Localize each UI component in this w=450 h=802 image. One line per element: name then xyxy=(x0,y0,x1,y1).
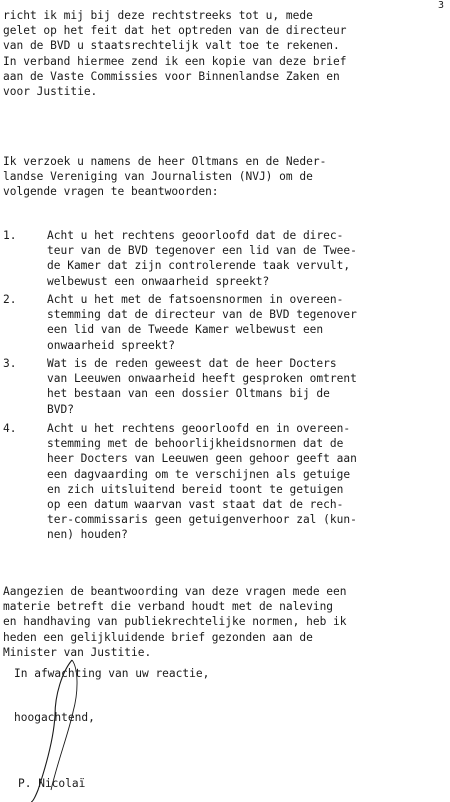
salutation: hoogachtend, xyxy=(14,711,95,724)
text-line: materie betreft die verband houdt met de naleving xyxy=(3,600,334,614)
text-line: een lid van de Tweede Kamer welbewust een xyxy=(47,323,324,337)
text-line: teur van de BVD tegenover een lid van de Twee- xyxy=(47,244,357,258)
text-line: aan de Vaste Commissies voor Binnenlandse Zaken en xyxy=(3,69,340,83)
text-line: Aangezien de beantwoording van deze vragen mede een xyxy=(3,585,347,598)
text-line: heden een gelijkluidende brief gezonden aan de xyxy=(3,630,313,644)
text-line: gelet op het feit dat het optreden van de directeur xyxy=(3,24,347,38)
text-line: richt ik mij bij deze rechtstreeks tot u, mede xyxy=(3,9,313,22)
text-line: Acht u het met de fatsoensnormen in overeen- xyxy=(47,293,344,306)
text-line: voor Justitie. xyxy=(3,85,98,99)
text-line: op een datum waarvan vast staat dat de rech- xyxy=(47,498,344,512)
paragraph-intro xyxy=(3,8,347,99)
text-line: ter-commissaris geen getuigenverhoor zal (kun- xyxy=(47,513,357,527)
text-line: In verband hiermee zend ik een kopie van deze brief xyxy=(3,54,347,68)
question-text xyxy=(47,292,357,353)
text-line: stemming met de behoorlijkheidsnormen dat de xyxy=(47,437,344,451)
text-line: de Kamer dat zijn controlerende taak vervult, xyxy=(47,259,351,273)
text-line: het bestaan van een dossier Oltmans bij de xyxy=(47,387,330,401)
text-line: Ik verzoek u namens de heer Oltmans en de Neder- xyxy=(3,155,327,168)
closing-line: In afwachting van uw reactie, xyxy=(14,667,210,680)
text-line: welbewust een onwaarheid spreekt? xyxy=(47,274,270,288)
text-line: Acht u het rechtens geoorloofd en in overeen- xyxy=(47,422,351,435)
question-number: 2. xyxy=(3,293,17,306)
paragraph-conclusion xyxy=(3,584,347,660)
text-line: Acht u het rechtens geoorloofd dat de direc- xyxy=(47,229,344,242)
question-text xyxy=(47,228,357,289)
text-line: volgende vragen te beantwoorden: xyxy=(3,185,219,199)
text-line: van de BVD u staatsrechtelijk valt toe te rekenen. xyxy=(3,39,340,53)
text-line: stemming dat de directeur van de BVD tegenover xyxy=(47,308,357,322)
signatory-name: P. Nicolaï xyxy=(18,777,86,790)
page-number: 3 xyxy=(437,0,444,11)
question-number: 3. xyxy=(3,357,17,370)
question-text xyxy=(47,356,357,417)
text-line: en handhaving van publiekrechtelijke normen, heb ik xyxy=(3,615,347,629)
text-line: Minister van Justitie. xyxy=(3,645,152,659)
text-line: BVD? xyxy=(47,402,74,416)
text-line: heer Docters van Leeuwen geen gehoor geeft aan xyxy=(47,452,357,466)
text-line: landse Vereniging van Journalisten (NVJ) om de xyxy=(3,170,313,184)
text-line: nen) houden? xyxy=(47,528,128,542)
text-line: een dagvaarding om te verschijnen als getuige xyxy=(47,467,351,481)
text-line: Wat is de reden geweest dat de heer Docters xyxy=(47,357,337,370)
text-line: van Leeuwen onwaarheid heeft gesproken omtrent xyxy=(47,372,357,386)
question-number: 4. xyxy=(3,422,17,435)
question-text xyxy=(47,421,357,543)
paragraph-request xyxy=(3,154,326,200)
question-number: 1. xyxy=(3,229,17,242)
text-line: onwaarheid spreekt? xyxy=(47,338,175,352)
text-line: en zich uitsluitend bereid toont te getuigen xyxy=(47,482,344,496)
